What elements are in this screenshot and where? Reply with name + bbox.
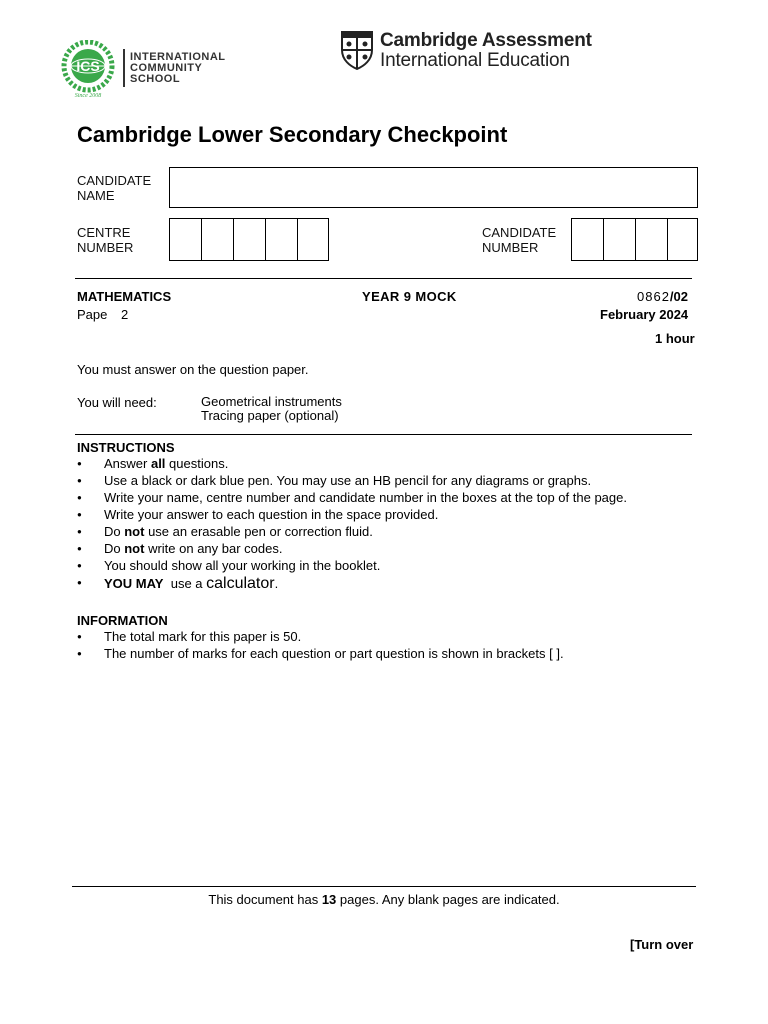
need-item: Tracing paper (optional) (201, 408, 339, 423)
divider-top (75, 278, 692, 279)
centre-number-cell[interactable] (170, 219, 202, 260)
candidate-name-label (77, 173, 151, 203)
paper-code-variant: /02 (669, 289, 688, 304)
list-item: ● Write your answer to each question in the space provided. (77, 506, 627, 523)
paper-code (637, 289, 688, 304)
shield-icon (340, 30, 374, 70)
candidate-number-cell[interactable] (636, 219, 668, 260)
centre-number-cell[interactable] (234, 219, 266, 260)
duration: 1 hour (655, 331, 695, 346)
candidate-number-cell[interactable] (668, 219, 697, 260)
school-emblem-icon (58, 40, 122, 100)
school-name (130, 52, 226, 85)
centre-number-cell[interactable] (202, 219, 234, 260)
school-name-line-3: SCHOOL (130, 73, 181, 85)
instructions-list (77, 455, 627, 594)
candidate-name-label-line-1: CANDIDATE (77, 173, 152, 188)
session: YEAR 9 MOCK (362, 289, 457, 304)
list-item: ● Use a black or dark blue pen. You may use an HB pencil for any diagrams or graphs. (77, 472, 627, 489)
need-label: You will need: (77, 395, 157, 410)
school-name-line-1: INTERNATIONAL (130, 51, 226, 63)
divider-footer (72, 886, 696, 887)
list-item: ● The number of marks for each question or part question is shown in brackets [ ]. (77, 645, 564, 662)
centre-number-label-line-2: NUMBER (77, 240, 134, 255)
school-since: Since 2008 (74, 93, 102, 99)
candidate-number-label (482, 225, 556, 255)
candidate-name-field[interactable] (169, 167, 698, 208)
list-item: ● You should show all your working in the booklet. (77, 557, 627, 574)
information-heading: INFORMATION (77, 613, 168, 628)
centre-number-label (77, 225, 133, 255)
list-item: ● Answer all questions. (77, 455, 627, 472)
candidate-number-label-line-2: NUMBER (482, 240, 539, 255)
turn-over-label: [Turn over (630, 937, 694, 952)
centre-number-cell[interactable] (266, 219, 298, 260)
logo-divider (123, 49, 125, 87)
list-item: ● The total mark for this paper is 50. (77, 628, 564, 645)
instructions-heading: INSTRUCTIONS (77, 440, 175, 455)
divider-middle (75, 434, 692, 435)
information-list (77, 628, 564, 662)
need-item: Geometrical instruments (201, 394, 342, 409)
list-item: ● Write your name, centre number and candidate number in the boxes at the top of the page. (77, 489, 627, 506)
candidate-name-label-line-2: NAME (77, 188, 115, 203)
paper-code-number: 0862 (637, 289, 670, 304)
paper-label: Pape 2 (77, 307, 129, 322)
centre-number-cell[interactable] (298, 219, 328, 260)
page-title: Cambridge Lower Secondary Checkpoint (77, 122, 508, 147)
exam-date: February 2024 (600, 307, 689, 322)
centre-number-label-line-1: CENTRE (77, 225, 131, 240)
need-list (201, 395, 342, 423)
board-logo (340, 30, 374, 75)
list-item: ● Do not write on any bar codes. (77, 540, 627, 557)
school-abbrev: ICS (76, 58, 100, 74)
centre-number-field (169, 218, 329, 261)
school-name-line-2: COMMUNITY (130, 62, 203, 74)
school-logo (58, 40, 122, 100)
board-name-line-1: Cambridge Assessment (380, 30, 592, 51)
board-name-line-2: International Education (380, 50, 570, 71)
candidate-number-cell[interactable] (604, 219, 636, 260)
answer-note: You must answer on the question paper. (77, 362, 309, 377)
list-item: ● Do not use an erasable pen or correction fluid. (77, 523, 627, 540)
candidate-number-field (571, 218, 698, 261)
list-item: ● YOU MAY use a calculator. (77, 574, 627, 594)
page-count-note: This document has 13 pages. Any blank pages are indicated. (208, 892, 560, 907)
subject: MATHEMATICS (77, 289, 172, 304)
candidate-number-label-line-1: CANDIDATE (482, 225, 557, 240)
candidate-number-cell[interactable] (572, 219, 604, 260)
